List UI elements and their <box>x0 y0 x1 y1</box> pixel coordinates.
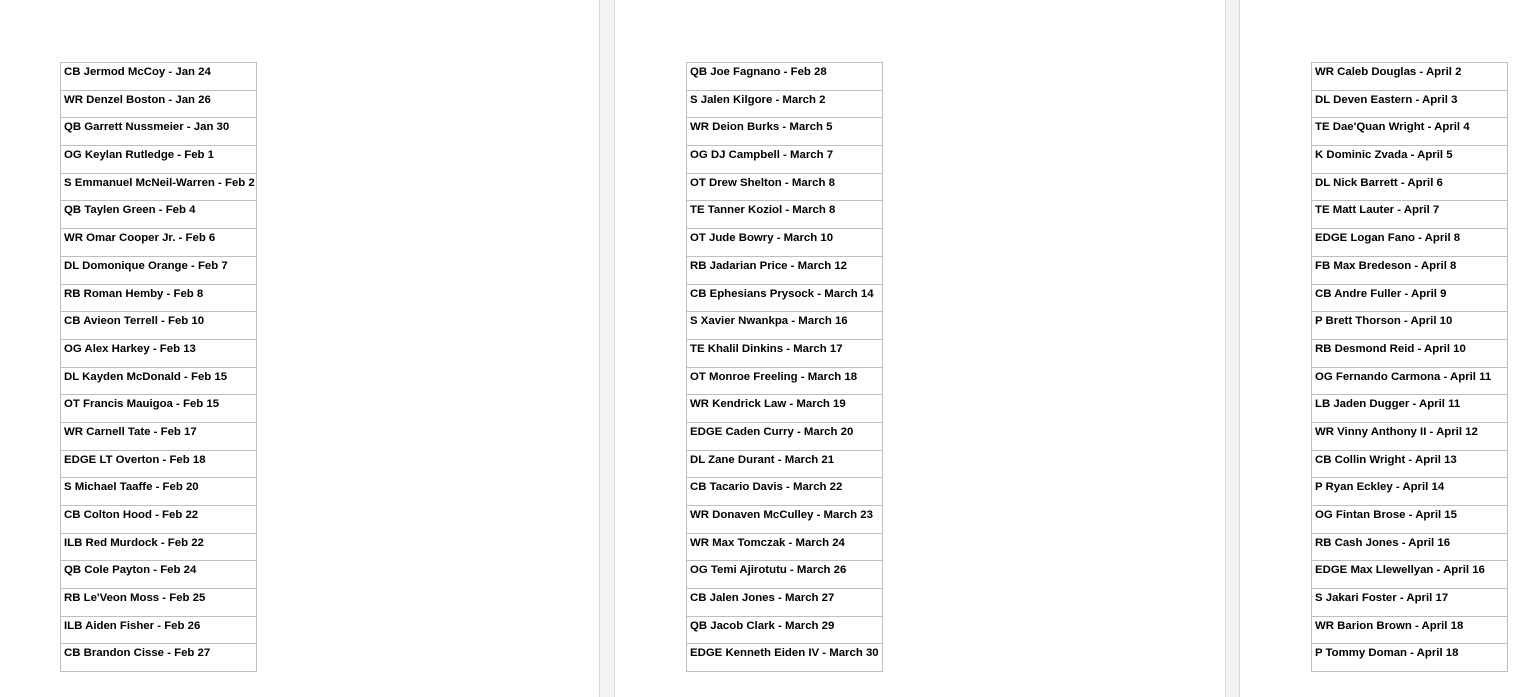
table-row <box>1312 478 1508 506</box>
table-row <box>1312 589 1508 617</box>
table-cell[interactable]: FB Max Bredeson - April 8 <box>1312 256 1508 284</box>
table-row <box>687 422 883 450</box>
table-cell[interactable]: OT Francis Mauigoa - Feb 15 <box>61 395 257 423</box>
table-row <box>687 589 883 617</box>
table-cell[interactable]: WR Carnell Tate - Feb 17 <box>61 422 257 450</box>
schedule-table-3 <box>1311 62 1508 672</box>
table-cell[interactable]: CB Collin Wright - April 13 <box>1312 450 1508 478</box>
table-cell[interactable]: CB Brandon Cisse - Feb 27 <box>61 644 257 672</box>
table-cell[interactable]: EDGE Caden Curry - March 20 <box>687 422 883 450</box>
table-cell[interactable]: TE Matt Lauter - April 7 <box>1312 201 1508 229</box>
table-cell[interactable]: WR Denzel Boston - Jan 26 <box>61 90 257 118</box>
table-cell[interactable]: QB Taylen Green - Feb 4 <box>61 201 257 229</box>
table-cell[interactable]: QB Jacob Clark - March 29 <box>687 616 883 644</box>
table-row <box>61 173 257 201</box>
table-cell[interactable]: S Emmanuel McNeil-Warren - Feb 2 <box>61 173 257 201</box>
table-cell[interactable]: OG DJ Campbell - March 7 <box>687 146 883 174</box>
table-cell[interactable]: OG Fintan Brose - April 15 <box>1312 506 1508 534</box>
table-row <box>687 256 883 284</box>
table-row <box>687 201 883 229</box>
table-cell[interactable]: OT Drew Shelton - March 8 <box>687 173 883 201</box>
table-cell[interactable]: OG Temi Ajirotutu - March 26 <box>687 561 883 589</box>
table-cell[interactable]: TE Dae'Quan Wright - April 4 <box>1312 118 1508 146</box>
table-cell[interactable]: CB Colton Hood - Feb 22 <box>61 506 257 534</box>
table-row <box>687 339 883 367</box>
table-row <box>61 506 257 534</box>
table-cell[interactable]: DL Domonique Orange - Feb 7 <box>61 256 257 284</box>
table-row <box>61 395 257 423</box>
table-row <box>687 644 883 672</box>
table-row <box>1312 256 1508 284</box>
table-row <box>1312 339 1508 367</box>
table-row <box>61 256 257 284</box>
table-row <box>687 533 883 561</box>
document-page-2 <box>614 0 1226 697</box>
table-cell[interactable]: P Tommy Doman - April 18 <box>1312 644 1508 672</box>
table-row <box>61 229 257 257</box>
table-row <box>687 90 883 118</box>
schedule-table-1 <box>60 62 257 672</box>
table-row <box>61 201 257 229</box>
table-row <box>687 118 883 146</box>
table-cell[interactable]: QB Joe Fagnano - Feb 28 <box>687 63 883 91</box>
table-cell[interactable]: P Ryan Eckley - April 14 <box>1312 478 1508 506</box>
table-cell[interactable]: WR Caleb Douglas - April 2 <box>1312 63 1508 91</box>
table-row <box>61 90 257 118</box>
table-row <box>1312 201 1508 229</box>
table-cell[interactable]: CB Jalen Jones - March 27 <box>687 589 883 617</box>
table-cell[interactable]: WR Barion Brown - April 18 <box>1312 616 1508 644</box>
table-row <box>1312 118 1508 146</box>
table-cell[interactable]: CB Jermod McCoy - Jan 24 <box>61 63 257 91</box>
table-cell[interactable]: WR Max Tomczak - March 24 <box>687 533 883 561</box>
table-cell[interactable]: OG Alex Harkey - Feb 13 <box>61 339 257 367</box>
table-cell[interactable]: K Dominic Zvada - April 5 <box>1312 146 1508 174</box>
table-row <box>687 229 883 257</box>
table-cell[interactable]: DL Deven Eastern - April 3 <box>1312 90 1508 118</box>
table-row <box>61 284 257 312</box>
table-row <box>1312 644 1508 672</box>
table-row <box>1312 173 1508 201</box>
table-row <box>687 395 883 423</box>
table-row <box>1312 229 1508 257</box>
schedule-table-2 <box>686 62 883 672</box>
table-cell[interactable]: TE Tanner Koziol - March 8 <box>687 201 883 229</box>
table-row <box>1312 422 1508 450</box>
table-cell[interactable]: RB Jadarian Price - March 12 <box>687 256 883 284</box>
table-row <box>687 367 883 395</box>
table-row <box>61 146 257 174</box>
table-row <box>1312 63 1508 91</box>
table-cell[interactable]: RB Desmond Reid - April 10 <box>1312 339 1508 367</box>
table-cell[interactable]: RB Roman Hemby - Feb 8 <box>61 284 257 312</box>
table-row <box>687 173 883 201</box>
table-row <box>61 312 257 340</box>
table-cell[interactable]: WR Deion Burks - March 5 <box>687 118 883 146</box>
table-row <box>1312 561 1508 589</box>
table-cell[interactable]: CB Tacario Davis - March 22 <box>687 478 883 506</box>
table-row <box>687 284 883 312</box>
table-row <box>61 422 257 450</box>
table-row <box>61 63 257 91</box>
table-row <box>1312 146 1508 174</box>
table-row <box>687 450 883 478</box>
table-cell[interactable]: EDGE Kenneth Eiden IV - March 30 <box>687 644 883 672</box>
table-cell[interactable]: QB Garrett Nussmeier - Jan 30 <box>61 118 257 146</box>
table-cell[interactable]: OT Monroe Freeling - March 18 <box>687 367 883 395</box>
document-page-3 <box>1239 0 1521 697</box>
table-cell[interactable]: EDGE LT Overton - Feb 18 <box>61 450 257 478</box>
table-row <box>61 118 257 146</box>
table-row <box>61 478 257 506</box>
table-cell[interactable]: QB Cole Payton - Feb 24 <box>61 561 257 589</box>
table-row <box>687 478 883 506</box>
table-row <box>1312 616 1508 644</box>
table-cell[interactable]: EDGE Logan Fano - April 8 <box>1312 229 1508 257</box>
table-cell[interactable]: WR Kendrick Law - March 19 <box>687 395 883 423</box>
table-cell[interactable]: CB Ephesians Prysock - March 14 <box>687 284 883 312</box>
table-row <box>61 589 257 617</box>
table-cell[interactable]: LB Jaden Dugger - April 11 <box>1312 395 1508 423</box>
table-cell[interactable]: ILB Red Murdock - Feb 22 <box>61 533 257 561</box>
table-cell[interactable]: EDGE Max Llewellyan - April 16 <box>1312 561 1508 589</box>
table-cell[interactable]: OT Jude Bowry - March 10 <box>687 229 883 257</box>
table-row <box>687 146 883 174</box>
table-cell[interactable]: RB Cash Jones - April 16 <box>1312 533 1508 561</box>
table-row <box>1312 395 1508 423</box>
table-row <box>61 561 257 589</box>
table-cell[interactable]: TE Khalil Dinkins - March 17 <box>687 339 883 367</box>
table-cell[interactable]: DL Kayden McDonald - Feb 15 <box>61 367 257 395</box>
table-cell[interactable]: WR Omar Cooper Jr. - Feb 6 <box>61 229 257 257</box>
table-row <box>1312 367 1508 395</box>
table-row <box>61 644 257 672</box>
table-cell[interactable]: OG Fernando Carmona - April 11 <box>1312 367 1508 395</box>
table-row <box>687 506 883 534</box>
table-row <box>1312 312 1508 340</box>
table-cell[interactable]: S Michael Taaffe - Feb 20 <box>61 478 257 506</box>
table-cell[interactable]: P Brett Thorson - April 10 <box>1312 312 1508 340</box>
document-page-1 <box>0 0 600 697</box>
table-row <box>61 450 257 478</box>
table-row <box>61 367 257 395</box>
table-row <box>687 63 883 91</box>
table-row <box>687 561 883 589</box>
table-row <box>687 312 883 340</box>
table-cell[interactable]: CB Andre Fuller - April 9 <box>1312 284 1508 312</box>
table-cell[interactable]: S Jakari Foster - April 17 <box>1312 589 1508 617</box>
table-cell[interactable]: OG Keylan Rutledge - Feb 1 <box>61 146 257 174</box>
table-cell[interactable]: S Xavier Nwankpa - March 16 <box>687 312 883 340</box>
table-cell[interactable]: S Jalen Kilgore - March 2 <box>687 90 883 118</box>
table-row <box>1312 533 1508 561</box>
table-row <box>1312 90 1508 118</box>
table-cell[interactable]: DL Nick Barrett - April 6 <box>1312 173 1508 201</box>
table-row <box>1312 506 1508 534</box>
table-cell[interactable]: ILB Aiden Fisher - Feb 26 <box>61 616 257 644</box>
table-row <box>1312 450 1508 478</box>
table-cell[interactable]: WR Vinny Anthony II - April 12 <box>1312 422 1508 450</box>
table-cell[interactable]: WR Donaven McCulley - March 23 <box>687 506 883 534</box>
table-row <box>1312 284 1508 312</box>
table-row <box>61 339 257 367</box>
table-row <box>61 616 257 644</box>
table-row <box>687 616 883 644</box>
table-cell[interactable]: RB Le'Veon Moss - Feb 25 <box>61 589 257 617</box>
table-cell[interactable]: CB Avieon Terrell - Feb 10 <box>61 312 257 340</box>
table-row <box>61 533 257 561</box>
table-cell[interactable]: DL Zane Durant - March 21 <box>687 450 883 478</box>
